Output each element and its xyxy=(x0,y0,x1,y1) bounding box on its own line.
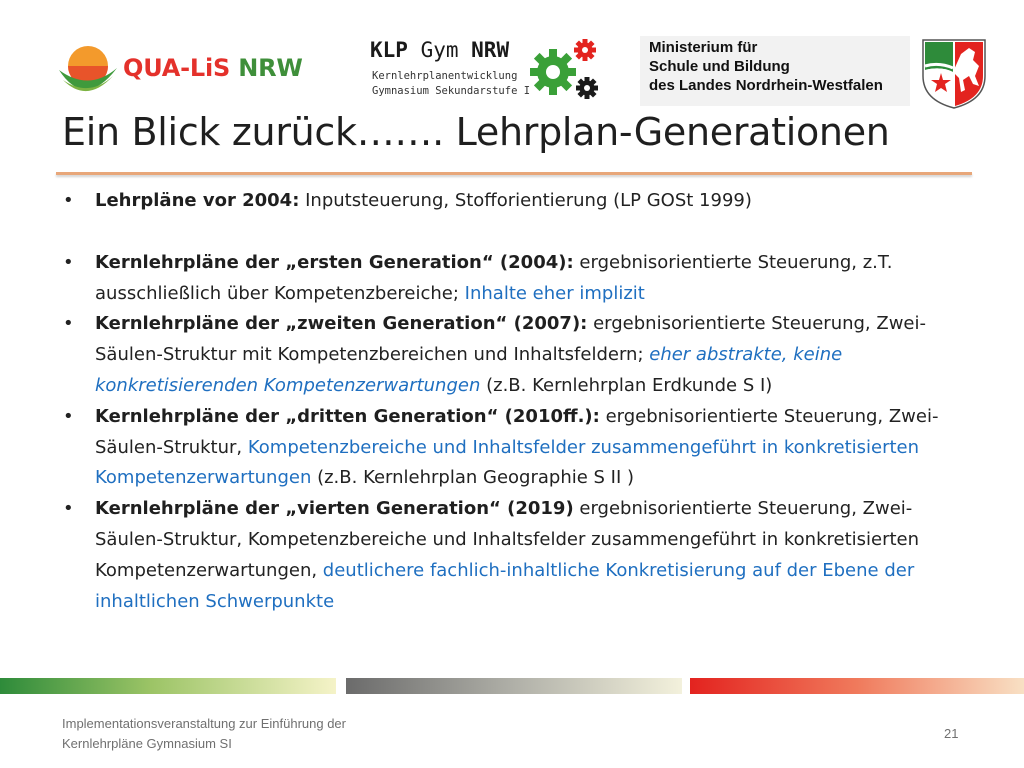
footer-band-green xyxy=(0,678,336,694)
footer-band-grey xyxy=(346,678,682,694)
bullet-text: ergebnisorientierte Steuerung, Zwei-Säulen-Struktur, Kompetenzbereiche und Inhaltsfelder zusammengeführt in konkretisierten Kompetenzerwartungen, xyxy=(95,498,920,581)
bullet-text-tail: (z.B. Kernlehrplan Geographie S II ) xyxy=(311,467,635,489)
bullet-text: ergebnisorientierte Steuerung, Zwei-Säulen-Struktur mit Kompetenzbereichen und Inhaltsfeldern; xyxy=(95,313,926,366)
page-number: 21 xyxy=(944,726,959,741)
bullet-highlight: Inhalte eher implizit xyxy=(464,282,645,304)
bullet-marker: • xyxy=(63,313,74,335)
qualis-wordmark xyxy=(123,54,303,82)
bullet-highlight: eher abstrakte, keine konkretisierenden Kompetenzerwartungen xyxy=(95,344,843,396)
slide-title: Ein Blick zurück……. Lehrplan-Generationen xyxy=(62,110,890,154)
gears-icon xyxy=(525,38,605,104)
footer-line-1: Implementationsveranstaltung zur Einführung der xyxy=(62,716,346,731)
bullet-item-fourth-generation xyxy=(60,494,960,617)
bullet-list xyxy=(60,186,960,617)
bullet-text-tail: (z.B. Kernlehrplan Erdkunde S I) xyxy=(480,374,773,396)
bullet-item-first-generation xyxy=(60,248,960,310)
footer-line-2: Kernlehrpläne Gymnasium SI xyxy=(62,736,232,751)
bullet-lead: Kernlehrpläne der „ersten Generation“ (2004): xyxy=(95,251,574,273)
bullet-marker: • xyxy=(63,190,74,211)
bullet-text: Inputsteuerung, Stofforientierung (LP GOSt 1999) xyxy=(299,190,752,211)
bullet-item-third-generation xyxy=(60,402,960,494)
bullet-lead: Kernlehrpläne der „dritten Generation“ (2010ff.): xyxy=(95,405,600,427)
footer-caption xyxy=(62,714,462,754)
bullet-highlight: deutlichere fachlich-inhaltliche Konkretisierung auf der Ebene der inhaltlichen Schwerpunkte xyxy=(95,559,915,612)
ministry-line-1: Ministerium für xyxy=(649,39,758,56)
bullet-text: ergebnisorientierte Steuerung, Zwei-Säulen-Struktur, xyxy=(95,405,939,458)
bullet-lead: Kernlehrpläne der „zweiten Generation“ (2007): xyxy=(95,313,588,335)
klp-title-part3: NRW xyxy=(471,38,510,62)
bullet-marker: • xyxy=(63,251,74,273)
title-divider xyxy=(56,172,972,175)
ministry-logo xyxy=(640,36,910,106)
bullet-highlight: Kompetenzbereiche und Inhaltsfelder zusammengeführt in konkretisierten Kompetenzerwartungen xyxy=(95,436,920,489)
qualis-prefix: QUA-LiS xyxy=(123,54,239,82)
ministry-line-2: Schule und Bildung xyxy=(649,58,790,75)
qualis-suffix: NRW xyxy=(238,54,303,82)
ministry-line-3: des Landes Nordrhein-Westfalen xyxy=(649,77,883,94)
qualis-nrw-logo xyxy=(55,40,303,102)
klp-subtitle-1: Kernlehrplanentwicklung xyxy=(372,70,518,82)
bullet-marker: • xyxy=(63,498,74,520)
klp-title-part1: KLP xyxy=(370,38,421,62)
nrw-coat-of-arms-icon xyxy=(919,36,989,110)
bullet-marker: • xyxy=(63,405,74,427)
footer-band-red xyxy=(690,678,1024,694)
bullet-lead: Lehrpläne vor 2004: xyxy=(95,190,300,211)
klp-gym-nrw-logo xyxy=(370,38,605,104)
klp-title xyxy=(370,38,509,62)
bullet-lead: Kernlehrpläne der „vierten Generation“ (2019) xyxy=(95,498,574,520)
bullet-item-before-2004 xyxy=(60,186,960,217)
klp-subtitle-2: Gymnasium Sekundarstufe I xyxy=(372,85,531,97)
qualis-sun-icon xyxy=(55,40,119,102)
klp-title-part2: Gym xyxy=(420,38,472,62)
bullet-text: ergebnisorientierte Steuerung, z.T. ausschließlich über Kompetenzbereiche; xyxy=(95,251,893,304)
bullet-item-second-generation xyxy=(60,309,960,401)
